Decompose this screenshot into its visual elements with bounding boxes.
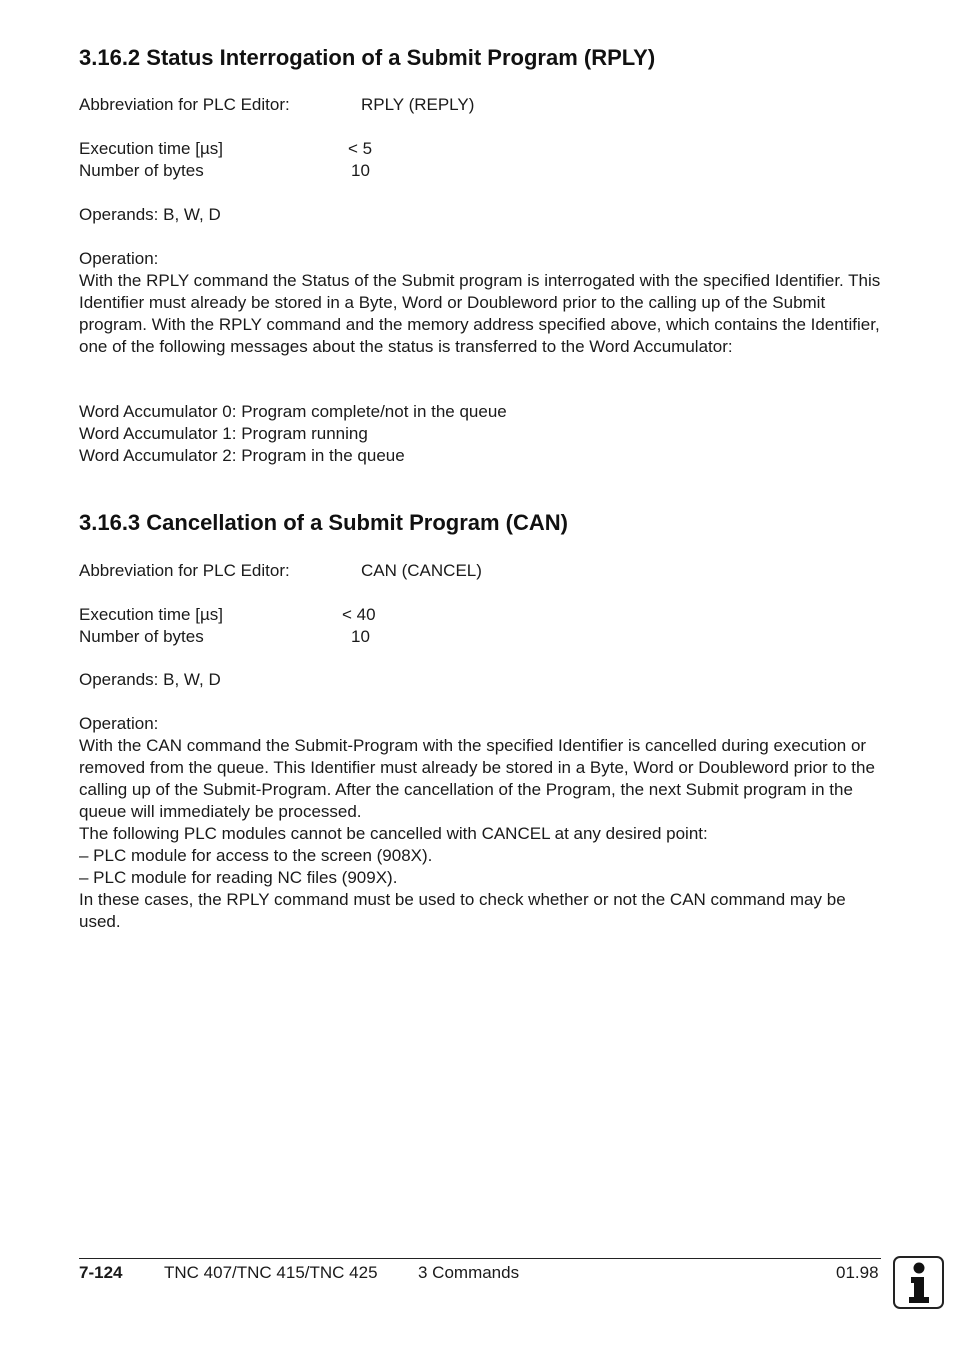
status-message: Word Accumulator 0: Program complete/not in the queue — [79, 402, 507, 421]
footer-date: 01.98 — [836, 1263, 879, 1282]
operation-label: Operation: — [79, 714, 159, 733]
exec-time-label: Execution time [µs] — [79, 605, 223, 624]
section-heading-can: 3.16.3 Cancellation of a Submit Program (CAN) — [79, 510, 568, 535]
operation-paragraph: With the RPLY command the Status of the Submit program is interrogated with the specified Identifier. This Identifier must already be stored in a Byte, Word or Doubleword prior to the calling up of the Submit program. With the RPLY command and the memory address specified above, which contains the Identifier, one of the following messages about the status is transferred to the Word Accumulator: — [79, 271, 881, 356]
operation-text — [79, 270, 881, 358]
chapter-name: 3 Commands — [418, 1263, 520, 1282]
bytes-label: Number of bytes — [79, 627, 204, 646]
info-icon — [893, 1256, 944, 1309]
operation-text — [79, 735, 881, 933]
abbrev-label: Abbreviation for PLC Editor: — [79, 95, 290, 114]
module-list-item: – PLC module for reading NC files (909X). — [79, 868, 398, 887]
bytes-value: 10 — [351, 627, 370, 646]
product-name: TNC 407/TNC 415/TNC 425 — [164, 1263, 378, 1282]
abbrev-value: CAN (CANCEL) — [361, 561, 482, 580]
status-message: Word Accumulator 1: Program running — [79, 424, 368, 443]
exec-time-value: < 40 — [342, 605, 376, 624]
page-number: 7-124 — [79, 1263, 123, 1282]
operation-paragraph: With the CAN command the Submit-Program with the specified Identifier is cancelled during execution or removed from the queue. This Identifier must already be stored in a Byte, Word or Doubleword prior to the calling up of the Submit-Program. After the cancellation of the Program, the next Submit program in the queue will immediately be processed. — [79, 736, 875, 821]
operands: Operands: B, W, D — [79, 205, 221, 224]
operation-label: Operation: — [79, 249, 159, 268]
module-list-item: – PLC module for access to the screen (908X). — [79, 846, 433, 865]
footer-divider — [79, 1258, 881, 1259]
abbrev-value: RPLY (REPLY) — [361, 95, 475, 114]
closing-paragraph: In these cases, the RPLY command must be used to check whether or not the CAN command may be used. — [79, 890, 846, 931]
info-glyph-icon — [904, 1261, 934, 1305]
exec-time-label: Execution time [µs] — [79, 139, 223, 158]
modules-intro: The following PLC modules cannot be cancelled with CANCEL at any desired point: — [79, 824, 708, 843]
status-message: Word Accumulator 2: Program in the queue — [79, 446, 405, 465]
section-heading-rply: 3.16.2 Status Interrogation of a Submit Program (RPLY) — [79, 45, 656, 70]
bytes-value: 10 — [351, 161, 370, 180]
bytes-label: Number of bytes — [79, 161, 204, 180]
abbrev-label: Abbreviation for PLC Editor: — [79, 561, 290, 580]
exec-time-value: < 5 — [348, 139, 373, 158]
operands: Operands: B, W, D — [79, 670, 221, 689]
